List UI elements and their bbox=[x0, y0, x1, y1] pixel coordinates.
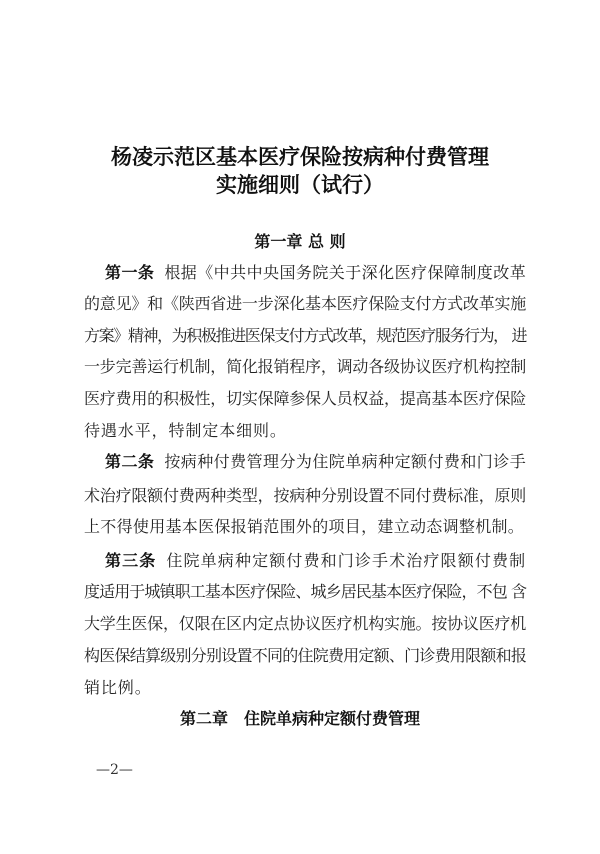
article-1-label: 第一条 bbox=[105, 263, 155, 282]
article-1-line: 医疗费用的积极性，切实保障参保人员权益，提高基本医疗保险 bbox=[84, 389, 526, 408]
article-1-line: 方案》精神，为积极推进医保支付方式改革，规范医疗服务行为， 进 bbox=[84, 326, 526, 345]
article-3-line: 构医保结算级别分别设置不同的住院费用定额、门诊费用限额和报 bbox=[84, 646, 526, 665]
chapter-2-heading: 第二章 住院单病种定额付费管理 bbox=[179, 709, 420, 728]
article-2-line bbox=[105, 450, 526, 474]
article-3-line: 销比例。 bbox=[84, 678, 152, 697]
article-text: 按病种付费管理分为住院单病种定额付费和门诊手 bbox=[164, 452, 526, 471]
page-number: —2— bbox=[96, 762, 133, 778]
article-2-line: 上不得使用基本医保报销范围外的项目，建立动态调整机制。 bbox=[84, 517, 525, 536]
article-3-line: 度适用于城镇职工基本医疗保险、城乡居民基本医疗保险，不包 含 bbox=[84, 582, 527, 601]
document-title-line-2: 实施细则（试行） bbox=[216, 172, 384, 197]
article-1-line bbox=[105, 261, 526, 285]
article-2-line: 术治疗限额付费两种类型，按病种分别设置不同付费标准，原则 bbox=[84, 486, 526, 505]
article-3-line: 大学生医保，仅限在区内定点协议医疗机构实施。按协议医疗机 bbox=[84, 614, 526, 633]
article-1-line: 待遇水平，特制定本细则。 bbox=[84, 421, 287, 440]
article-3-label: 第三条 bbox=[105, 551, 157, 570]
article-text: 根据《中共中央国务院关于深化医疗保障制度改革 bbox=[164, 263, 526, 282]
chapter-1-heading: 第一章 总 则 bbox=[254, 232, 346, 251]
article-1-line: 一步完善运行机制，简化报销程序，调动各级协议医疗机构控制 bbox=[84, 357, 526, 376]
article-3-line bbox=[105, 549, 526, 573]
article-2-label: 第二条 bbox=[105, 452, 155, 471]
article-text: 住院单病种定额付费和门诊手术治疗限额付费制 bbox=[166, 551, 526, 570]
article-1-line: 的意见》和《陕西省进一步深化基本医疗保险支付方式改革实施 bbox=[84, 294, 526, 313]
document-title-line-1: 杨凌示范区基本医疗保险按病种付费管理 bbox=[111, 144, 489, 169]
